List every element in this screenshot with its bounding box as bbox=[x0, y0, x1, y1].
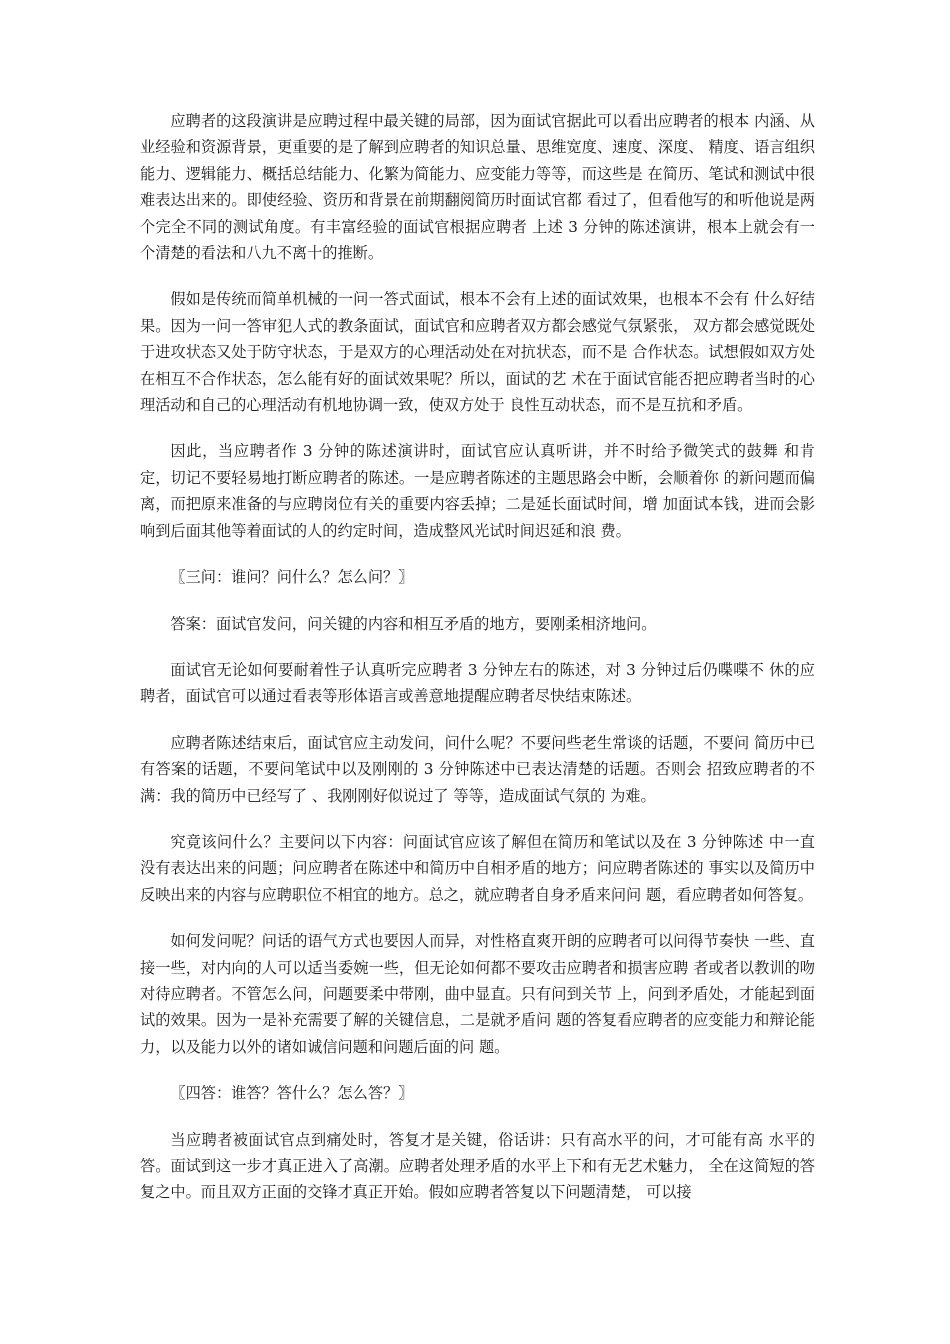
paragraph-how-to-ask: 如何发问呢？问话的语气方式也要因人而异，对性格直爽开朗的应聘者可以问得节奏快 一些、直接一些，对内向的人可以适当委婉一些，但无论如何都不要攻击应聘者和损害应聘 者或者以教训的吻对待应聘者。不管怎么问，问题要柔中带刚，曲中显直。只有问到关节 上，问到矛盾处，才能起到面试的效果。因为一是补充需要了解的关键信息，二是就矛盾问 题的答复看应聘者的应变能力和辩论能力，以及能力以外的诸如诚信问题和问题后面的问 题。 bbox=[140, 932, 815, 1056]
paragraph-listen-carefully: 因此，当应聘者作 3 分钟的陈述演讲时，面试官应认真听讲，并不时给予微笑式的鼓舞 和肯定，切记不要轻易地打断应聘者的陈述。一是应聘者陈述的主题思路会中断，会顺着你 的新问题而偏离，而把原来准备的与应聘岗位有关的重要内容丢掉；二是延长面试时间，增 加面试本钱，进而会影响到后面其他等着面试的人的约定时间，造成整风光试时间迟延和浪 费。 bbox=[140, 442, 815, 540]
paragraph-speech-importance: 应聘者的这段演讲是应聘过程中最关键的局部，因为面试官据此可以看出应聘者的根本 内涵、从业经验和资源背景，更重要的是了解到应聘者的知识总量、思维宽度、速度、深度、 精度、语言组织能力、逻辑能力、概括总结能力、化繁为简能力、应变能力等等，而这些是 在简历、笔试和测试中很难表达出来的。即使经验、资历和背景在前期翻阅简历时面试官都 看过了，但看他写的和听他说是两个完全不同的测试角度。有丰富经验的面试官根据应聘者 上述 3 分钟的陈述演讲，根本上就会有一个清楚的看法和八九不离十的推断。 bbox=[140, 112, 815, 263]
section-heading-four-answers: 〖四答：谁答？答什么？怎么答？〗 bbox=[170, 1084, 414, 1103]
paragraph-traditional-interview: 假如是传统而简单机械的一问一答式面试，根本不会有上述的面试效果，也根本不会有 什么好结果。因为一问一答审犯人式的教条面试，面试官和应聘者双方都会感觉气氛紧张， 双方都会感觉既处于进攻状态又处于防守状态，于是双方的心理活动处在对抗状态，而不是 合作状态。试想假如双方处在相互不合作状态，怎么能有好的面试效果呢？所以，面试的艺 术在于面试官能否把应聘者当时的心理活动和自己的心理活动有机地协调一致，使双方处于 良性互动状态，而不是互抗和矛盾。 bbox=[140, 290, 815, 415]
paragraph-patience: 面试官无论如何要耐着性子认真听完应聘者 3 分钟左右的陈述，对 3 分钟过后仍喋喋不 休的应聘者，面试官可以通过看表等形体语言或善意地提醒应聘者尽快结束陈述。 bbox=[140, 660, 815, 706]
paragraph-answer-who-asks: 答案：面试官发问，问关键的内容和相互矛盾的地方，要刚柔相济地问。 bbox=[170, 614, 657, 633]
paragraph-answer-is-key: 当应聘者被面试官点到痛处时，答复才是关键，俗话讲：只有高水平的问，才可能有高 水平的答。面试到这一步才真正进入了高潮。应聘者处理矛盾的水平上下和有无艺术魅力， 全在这简短的答复之中。而且双方正面的交锋才真正开始。假如应聘者答复以下问题清楚， 可以接 bbox=[140, 1130, 815, 1202]
paragraph-main-content: 究竟该问什么？主要问以下内容：问面试官应该了解但在简历和笔试以及在 3 分钟陈述 中一直没有表达出来的问题；问应聘者在陈述中和简历中自相矛盾的地方；问应聘者陈述的 事实以及简历中反映出来的内容与应聘职位不相宜的地方。总之，就应聘者自身矛盾来问问 题，看应聘者如何答复。 bbox=[140, 832, 815, 904]
section-heading-three-questions: 〖三问：谁问？问什么？怎么问？〗 bbox=[170, 568, 414, 587]
document-page bbox=[140, 108, 815, 1206]
paragraph-what-to-ask: 应聘者陈述结束后，面试官应主动发问，问什么呢？不要问些老生常谈的话题，不要问 简历中已有答案的话题，不要问笔试中以及刚刚的 3 分钟陈述中已表达清楚的话题。否则会 招致应聘者的不满：我的简历中已经写了 、我刚刚好似说过了 等等，造成面试气氛的 为难。 bbox=[140, 733, 815, 805]
